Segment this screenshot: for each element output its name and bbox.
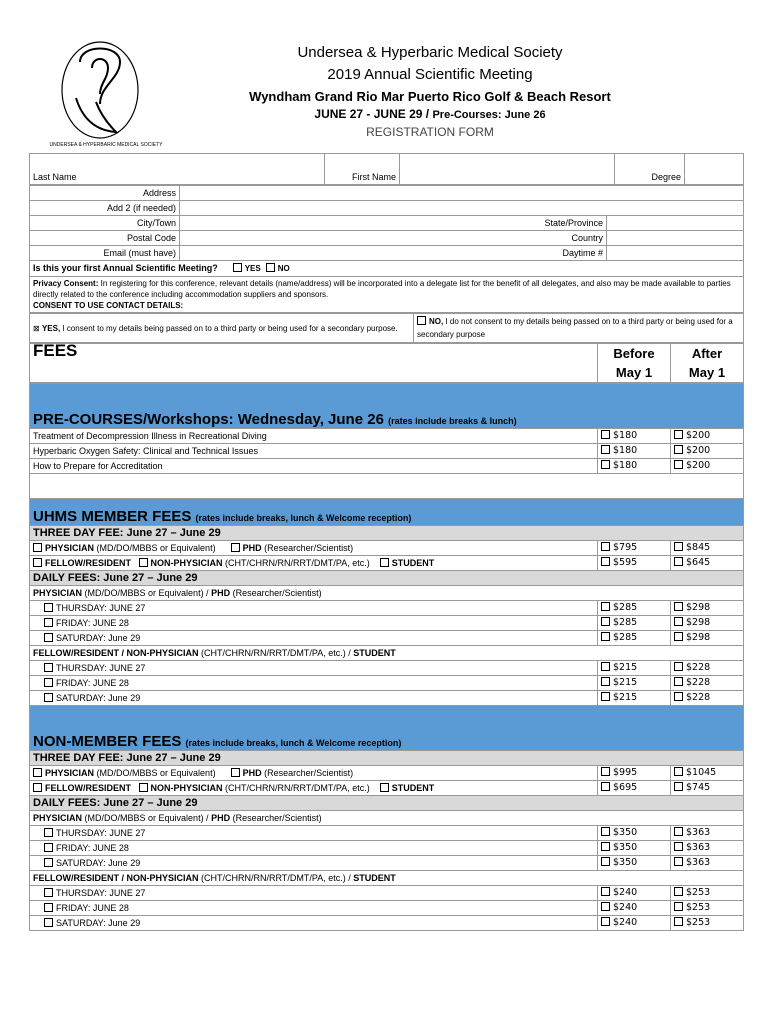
- privacy-consent: Privacy Consent: In registering for this conference, relevant details (name/address) will be incorporated into a delegate list for the benefit of all delegates, and also may be made available to parties directly related to the conference including accommodation suppliers and sponsors. CONSENT TO USE CONTACT DETAILS:: [30, 277, 744, 313]
- state-label: State/Province: [180, 216, 607, 231]
- day-checkbox[interactable]: [44, 858, 53, 867]
- member-fellow-row[interactable]: FELLOW/RESIDENT NON-PHYSICIAN (CHT/CHRN/RN/RRT/DMT/PA, etc.) STUDENT: [30, 556, 598, 571]
- nonmember-day-physician-after[interactable]: $363: [671, 826, 744, 841]
- member-day-physician-row: [30, 601, 744, 616]
- member-day-fellow-row: [30, 691, 744, 706]
- degree-label: Degree: [615, 154, 685, 185]
- nonmember-daily-heading: DAILY FEES: June 27 – June 29: [30, 796, 744, 811]
- nonmember-physician-before[interactable]: $995: [598, 766, 671, 781]
- dates: JUNE 27 - JUNE 29 / Pre-Courses: June 26: [314, 107, 546, 121]
- meeting-title: 2019 Annual Scientific Meeting: [327, 66, 533, 83]
- day-checkbox[interactable]: [44, 828, 53, 837]
- nonmember-day-fellow-after[interactable]: $253: [671, 886, 744, 901]
- nonmember-day-fellow-after[interactable]: $253: [671, 916, 744, 931]
- nonmember-day-physician-after[interactable]: $363: [671, 841, 744, 856]
- degree-field[interactable]: [685, 154, 744, 185]
- precourse-heading: PRE-COURSES/Workshops: Wednesday, June 26 (rates include breaks & lunch): [30, 384, 744, 429]
- precourse-row: [30, 459, 744, 474]
- nonmember-fellow-row[interactable]: FELLOW/RESIDENT NON-PHYSICIAN (CHT/CHRN/RN/RRT/DMT/PA, etc.) STUDENT: [30, 781, 598, 796]
- precourse-before[interactable]: $180: [598, 459, 671, 474]
- address-label: Address: [30, 186, 180, 201]
- member-daily-fellow-label: FELLOW/RESIDENT / NON-PHYSICIAN (CHT/CHRN/RN/RRT/DMT/PA, etc.) / STUDENT: [30, 646, 744, 661]
- nonmember-day-physician-row: [30, 856, 744, 871]
- precourse-before[interactable]: $180: [598, 444, 671, 459]
- nonmember-day-fellow-label: FRIDAY: JUNE 28: [30, 901, 598, 916]
- day-checkbox[interactable]: [44, 618, 53, 627]
- nonmember-day-physician-label: FRIDAY: JUNE 28: [30, 841, 598, 856]
- nonmember-day-fellow-label: THURSDAY: JUNE 27: [30, 886, 598, 901]
- member-heading: UHMS MEMBER FEES (rates include breaks, lunch & Welcome reception): [30, 499, 744, 526]
- member-day-fellow-label: THURSDAY: JUNE 27: [30, 661, 598, 676]
- nonmember-day-physician-row: [30, 841, 744, 856]
- member-physician-before[interactable]: $795: [598, 541, 671, 556]
- nonmember-day-physician-before[interactable]: $350: [598, 856, 671, 871]
- member-day-fellow-after[interactable]: $228: [671, 676, 744, 691]
- last-name-label: Last Name: [30, 154, 325, 185]
- precourse-before[interactable]: $180: [598, 429, 671, 444]
- country-label: Country: [180, 231, 607, 246]
- day-checkbox[interactable]: [44, 678, 53, 687]
- member-day-fellow-before[interactable]: $215: [598, 661, 671, 676]
- nonmember-three-day-heading: THREE DAY FEE: June 27 – June 29: [30, 751, 744, 766]
- nonmember-physician-after[interactable]: $1045: [671, 766, 744, 781]
- member-day-fellow-before[interactable]: $215: [598, 676, 671, 691]
- day-checkbox[interactable]: [44, 918, 53, 927]
- consent-no[interactable]: NO, I do not consent to my details being passed on to a third party or being used for a secondary purpose: [414, 314, 744, 343]
- precourse-label: How to Prepare for Accreditation: [30, 459, 598, 474]
- consent-no-checkbox[interactable]: [417, 316, 426, 325]
- member-three-day-heading: THREE DAY FEE: June 27 – June 29: [30, 526, 744, 541]
- address-field[interactable]: [180, 186, 744, 201]
- first-meeting-yes-checkbox[interactable]: [233, 263, 242, 272]
- member-day-physician-label: FRIDAY: JUNE 28: [30, 616, 598, 631]
- nonmember-day-fellow-row: [30, 886, 744, 901]
- nonmember-day-fellow-before[interactable]: $240: [598, 901, 671, 916]
- day-checkbox[interactable]: [44, 903, 53, 912]
- first-meeting-row: Is this your first Annual Scientific Meeting? YES NO: [30, 261, 744, 277]
- member-day-fellow-row: [30, 676, 744, 691]
- member-fellow-before[interactable]: $595: [598, 556, 671, 571]
- member-day-fellow-label: FRIDAY: JUNE 28: [30, 676, 598, 691]
- precourse-after[interactable]: $200: [671, 429, 744, 444]
- precourse-label: Treatment of Decompression Illness in Recreational Diving: [30, 429, 598, 444]
- day-checkbox[interactable]: [44, 888, 53, 897]
- add2-field[interactable]: [180, 201, 744, 216]
- nonmember-day-physician-after[interactable]: $363: [671, 856, 744, 871]
- form-title: REGISTRATION FORM: [366, 125, 494, 139]
- member-day-physician-before[interactable]: $285: [598, 631, 671, 646]
- nonmember-heading: NON-MEMBER FEES (rates include breaks, lunch & Welcome reception): [30, 706, 744, 751]
- daytime-label: Daytime #: [180, 246, 607, 261]
- nonmember-day-fellow-after[interactable]: $253: [671, 901, 744, 916]
- member-daily-heading: DAILY FEES: June 27 – June 29: [30, 571, 744, 586]
- precourse-after[interactable]: $200: [671, 459, 744, 474]
- member-day-physician-label: THURSDAY: JUNE 27: [30, 601, 598, 616]
- day-checkbox[interactable]: [44, 663, 53, 672]
- member-day-physician-after[interactable]: $298: [671, 616, 744, 631]
- first-meeting-no-checkbox[interactable]: [266, 263, 275, 272]
- venue: Wyndham Grand Rio Mar Puerto Rico Golf & Beach Resort: [249, 89, 611, 104]
- nonmember-physician-row[interactable]: PHYSICIAN (MD/DO/MBBS or Equivalent) PHD (Researcher/Scientist): [30, 766, 598, 781]
- fees-title: FEES: [30, 344, 598, 383]
- first-name-field[interactable]: [400, 154, 615, 185]
- checked-box-icon: ⊠: [33, 323, 40, 333]
- nonmember-day-fellow-before[interactable]: $240: [598, 916, 671, 931]
- day-checkbox[interactable]: [44, 843, 53, 852]
- member-day-physician-after[interactable]: $298: [671, 631, 744, 646]
- day-checkbox[interactable]: [44, 603, 53, 612]
- member-day-physician-label: SATURDAY: June 29: [30, 631, 598, 646]
- precourse-row: [30, 444, 744, 459]
- member-fellow-after[interactable]: $645: [671, 556, 744, 571]
- country-field[interactable]: [607, 231, 744, 246]
- nonmember-fellow-before[interactable]: $695: [598, 781, 671, 796]
- member-day-fellow-after[interactable]: $228: [671, 661, 744, 676]
- nonmember-daily-fellow-label: FELLOW/RESIDENT / NON-PHYSICIAN (CHT/CHRN/RN/RRT/DMT/PA, etc.) / STUDENT: [30, 871, 744, 886]
- member-day-fellow-row: [30, 661, 744, 676]
- nonmember-day-fellow-row: [30, 901, 744, 916]
- nonmember-day-physician-before[interactable]: $350: [598, 841, 671, 856]
- member-physician-row[interactable]: PHYSICIAN (MD/DO/MBBS or Equivalent) PHD (Researcher/Scientist): [30, 541, 598, 556]
- after-header: After May 1: [671, 344, 744, 383]
- member-day-physician-row: [30, 616, 744, 631]
- daytime-field[interactable]: [607, 246, 744, 261]
- member-day-physician-before[interactable]: $285: [598, 616, 671, 631]
- precourse-row: [30, 429, 744, 444]
- member-day-physician-row: [30, 631, 744, 646]
- state-field[interactable]: [607, 216, 744, 231]
- nonmember-day-fellow-label: SATURDAY: June 29: [30, 916, 598, 931]
- day-checkbox[interactable]: [44, 693, 53, 702]
- precourse-label: Hyperbaric Oxygen Safety: Clinical and Technical Issues: [30, 444, 598, 459]
- before-header: Before May 1: [598, 344, 671, 383]
- city-label: City/Town: [30, 216, 180, 231]
- nonmember-day-physician-label: SATURDAY: June 29: [30, 856, 598, 871]
- nonmember-day-fellow-row: [30, 916, 744, 931]
- member-daily-physician-label: PHYSICIAN (MD/DO/MBBS or Equivalent) / PHD (Researcher/Scientist): [30, 586, 744, 601]
- nonmember-day-physician-label: THURSDAY: JUNE 27: [30, 826, 598, 841]
- nonmember-day-fellow-before[interactable]: $240: [598, 886, 671, 901]
- registration-form: [29, 153, 743, 931]
- org-name: Undersea & Hyperbaric Medical Society: [297, 44, 563, 61]
- first-name-label: First Name: [325, 154, 400, 185]
- member-day-fellow-after[interactable]: $228: [671, 691, 744, 706]
- uhms-logo: [49, 38, 163, 150]
- precourse-after[interactable]: $200: [671, 444, 744, 459]
- add2-label: Add 2 (if needed): [30, 201, 180, 216]
- day-checkbox[interactable]: [44, 633, 53, 642]
- logo-text: UNDERSEA & HYPERBARIC MEDICAL SOCIETY: [49, 142, 163, 148]
- member-day-physician-after[interactable]: $298: [671, 601, 744, 616]
- email-label: Email (must have): [30, 246, 180, 261]
- member-day-fellow-before[interactable]: $215: [598, 691, 671, 706]
- nonmember-fellow-after[interactable]: $745: [671, 781, 744, 796]
- member-day-physician-before[interactable]: $285: [598, 601, 671, 616]
- nonmember-day-physician-row: [30, 826, 744, 841]
- nonmember-daily-physician-label: PHYSICIAN (MD/DO/MBBS or Equivalent) / PHD (Researcher/Scientist): [30, 811, 744, 826]
- nonmember-day-physician-before[interactable]: $350: [598, 826, 671, 841]
- member-physician-after[interactable]: $845: [671, 541, 744, 556]
- member-day-fellow-label: SATURDAY: June 29: [30, 691, 598, 706]
- postal-label: Postal Code: [30, 231, 180, 246]
- consent-yes[interactable]: ⊠ YES, I consent to my details being passed on to a third party or being used for a secondary purpose.: [30, 314, 414, 343]
